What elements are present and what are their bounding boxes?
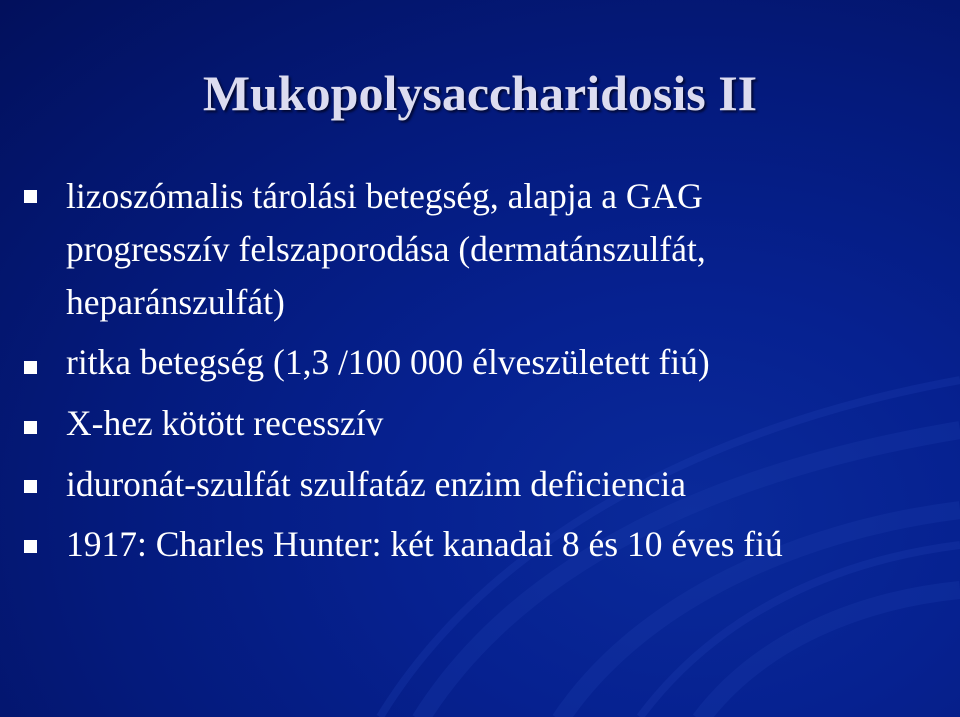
square-bullet-icon — [24, 540, 37, 553]
square-bullet-icon — [24, 480, 37, 493]
bullet-text-line: lizoszómalis tárolási betegség, alapja a GAG — [66, 176, 703, 216]
slide-title: Mukopolysaccharidosis II — [202, 65, 758, 121]
bullet-text-line: ritka betegség (1,3 /100 000 élveszületett fiú) — [66, 342, 710, 382]
bullet-text-line: iduronát-szulfát szulfatáz enzim deficiencia — [66, 464, 686, 504]
square-bullet-icon — [24, 421, 37, 434]
square-bullet-icon — [24, 190, 37, 203]
bullet-text-line: X-hez kötött recesszív — [66, 403, 384, 443]
bullet-text-line: 1917: Charles Hunter: két kanadai 8 és 10 éves fiú — [66, 524, 783, 564]
bullet-text-line: heparánszulfát) — [66, 282, 285, 322]
bullet-text-line: progresszív felszaporodása (dermatánszulfát, — [66, 229, 706, 269]
square-bullet-icon — [24, 361, 37, 374]
